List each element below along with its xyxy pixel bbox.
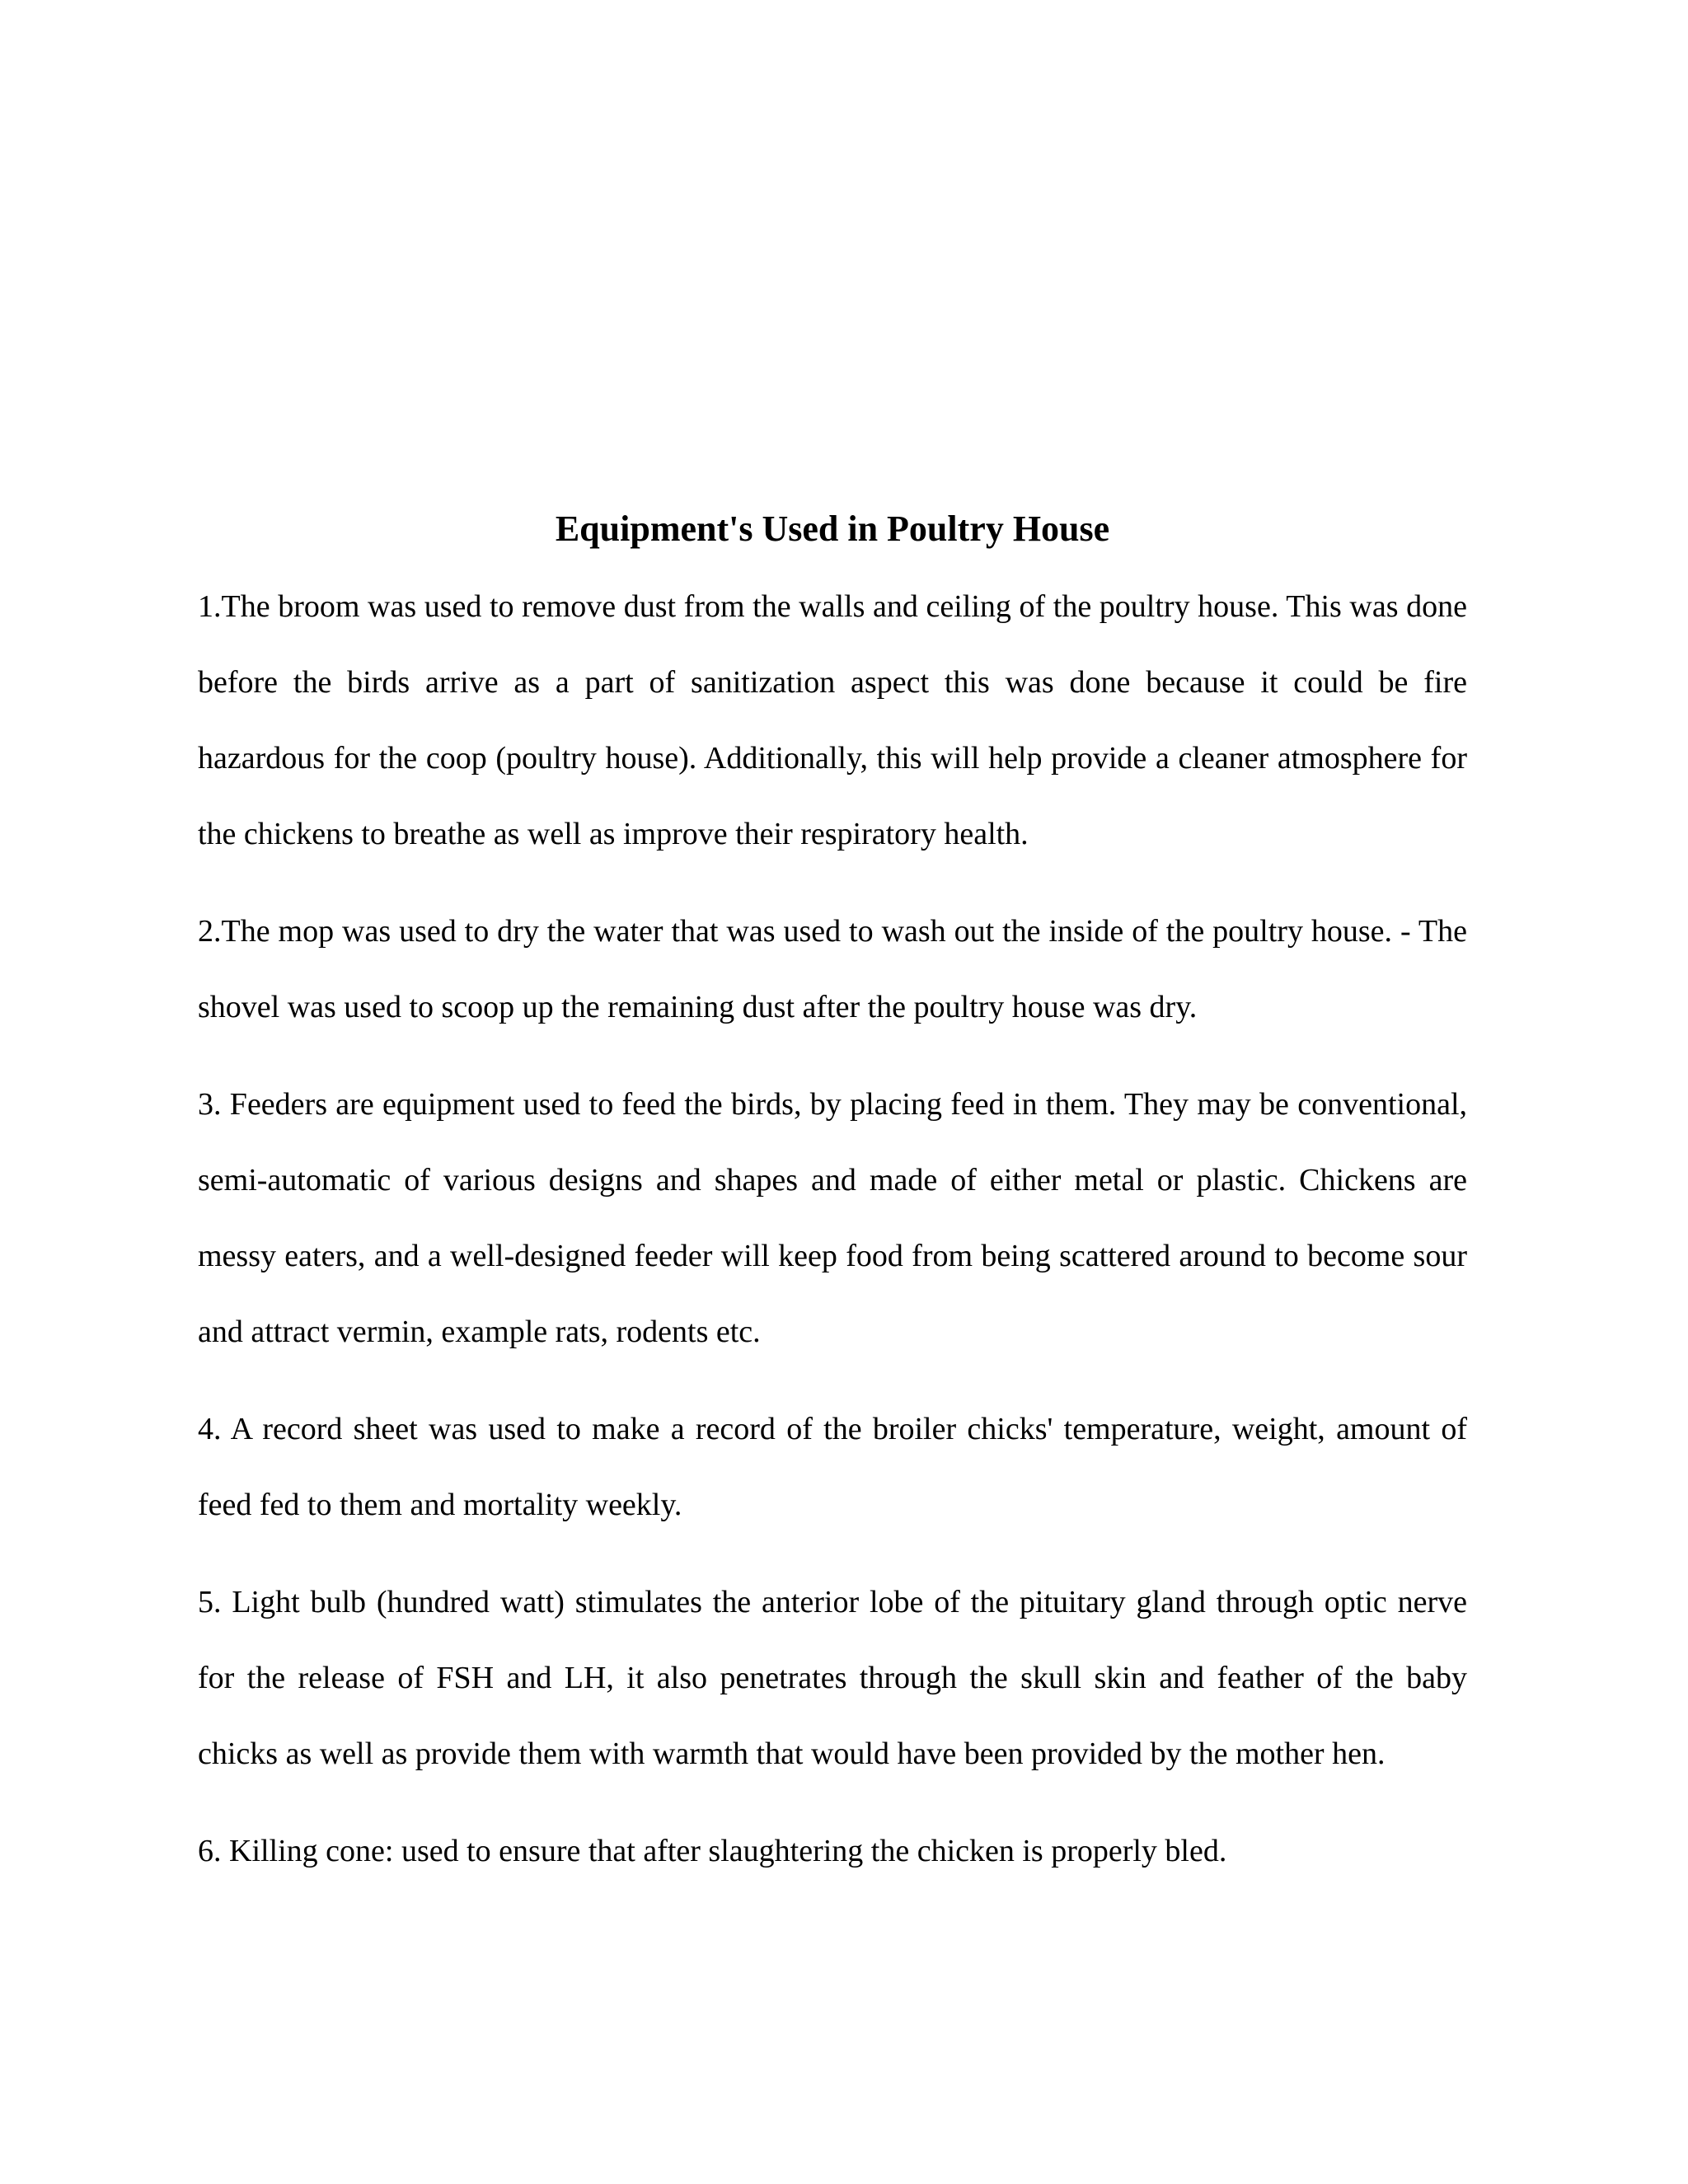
paragraph-record-sheet: 4. A record sheet was used to make a record of the broiler chicks' temperature, weight, amount of feed fed to them and mortality weekly. [198, 1412, 1467, 1522]
paragraph-light-bulb: 5. Light bulb (hundred watt) stimulates the anterior lobe of the pituitary gland through optic nerve for the release of FSH and LH, it also penetrates through the skull skin and feather of the baby chicks as well as provide them with warmth that would have been provided by the mother hen. [198, 1585, 1467, 1771]
paragraph-broom: 1.The broom was used to remove dust from the walls and ceiling of the poultry house. This was done before the birds arrive as a part of sanitization aspect this was done because it could be fire hazardous for the coop (poultry house). Additionally, this will help provide a cleaner atmosphere for the chickens to breathe as well as improve their respiratory health. [198, 589, 1467, 851]
document-title: Equipment's Used in Poultry House [555, 509, 1110, 549]
paragraph-feeders: 3. Feeders are equipment used to feed the birds, by placing feed in them. They may be conventional, semi-automatic of various designs and shapes and made of either metal or plastic. Chickens are messy eaters, and a well-designed feeder will keep food from being scattered around to become sour and attract vermin, example rats, rodents etc. [198, 1087, 1467, 1349]
paragraph-mop-shovel: 2.The mop was used to dry the water that was used to wash out the inside of the poultry house. - The shovel was used to scoop up the remaining dust after the poultry house was dry. [198, 914, 1467, 1024]
paragraph-killing-cone: 6. Killing cone: used to ensure that after slaughtering the chicken is properly bled. [198, 1834, 1227, 1868]
document-body [198, 504, 1467, 1910]
